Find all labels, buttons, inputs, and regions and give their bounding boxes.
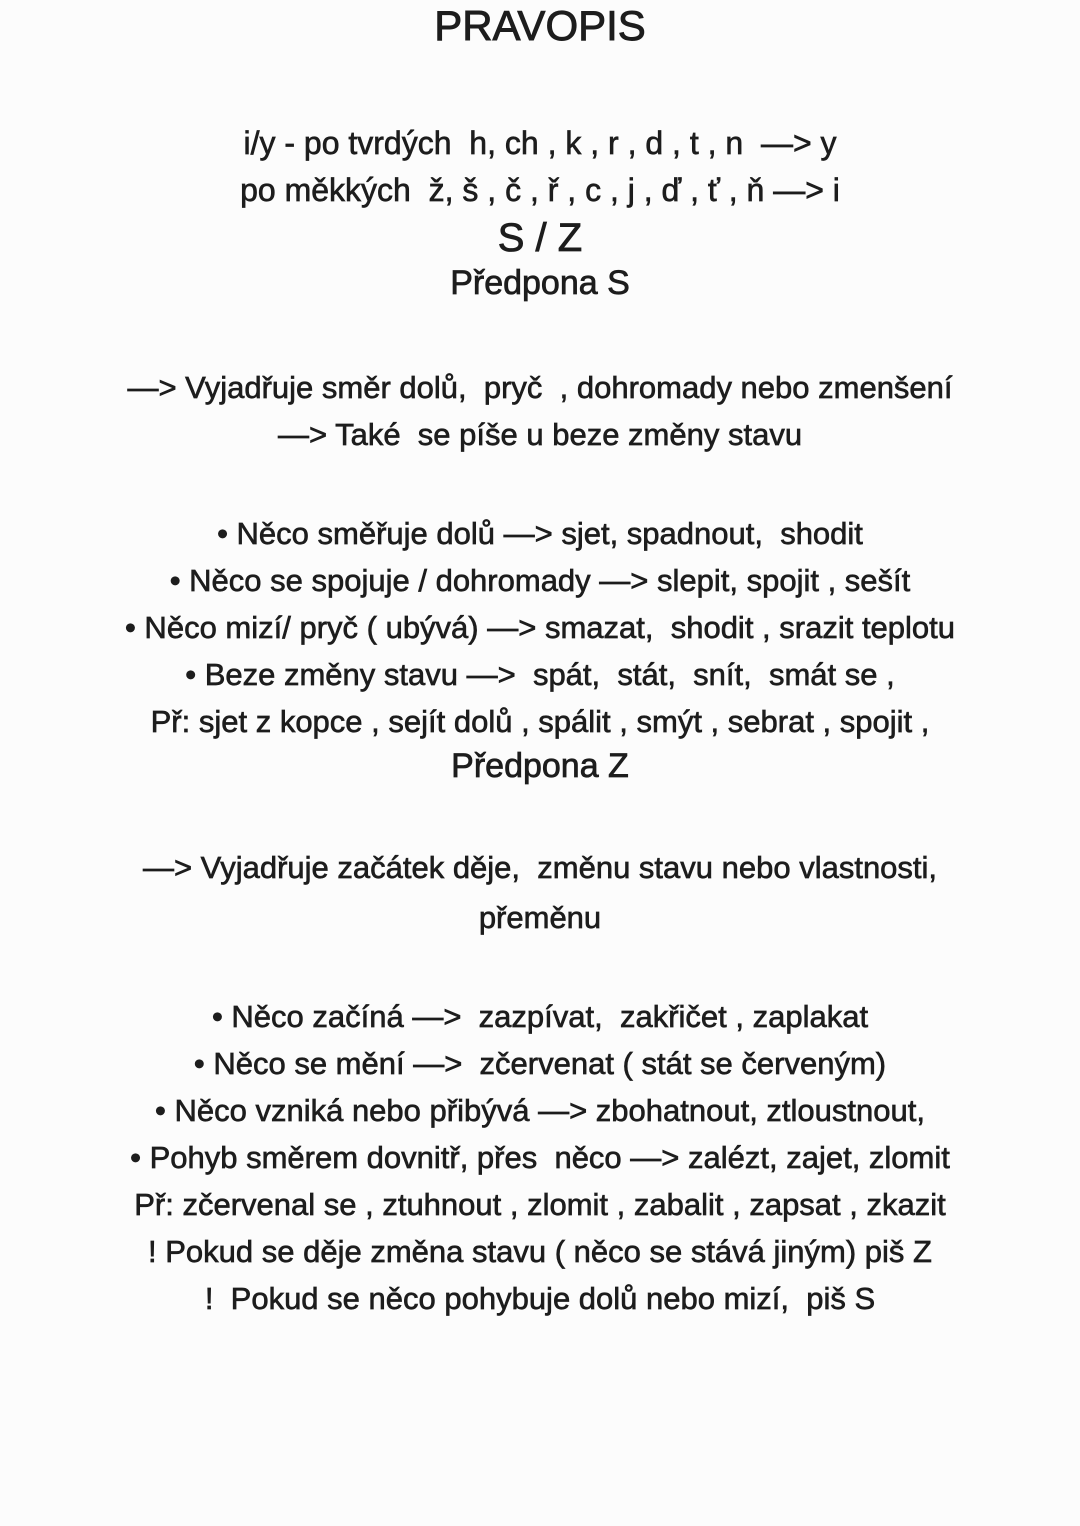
predpona-s-bullets: [0, 510, 1080, 745]
example-line: Př: sjet z kopce , sejít dolů , spálit , smýt , sebrat , spojit ,: [150, 704, 930, 739]
bullet-line: • Něco vzniká nebo přibývá —> zbohatnout, ztloustnout,: [155, 1093, 925, 1128]
iy-rules-block: [0, 120, 1080, 214]
warning-line: ! Pokud se děje změna stavu ( něco se stává jiným) piš Z: [148, 1234, 932, 1269]
bullet-line: • Něco mizí/ pryč ( ubývá) —> smazat, shodit , srazit teplotu: [124, 610, 956, 645]
subheading-predpona-z: Předpona Z: [451, 747, 629, 785]
bullet-line: • Beze změny stavu —> spát, stát, snít, smát se ,: [185, 657, 895, 692]
predpona-z-bullets: [0, 993, 1080, 1322]
note-line: —> Také se píše u beze změny stavu: [277, 417, 803, 452]
section-heading-s-z: S / Z: [497, 216, 583, 260]
warning-line: ! Pokud se něco pohybuje dolů nebo mizí, piš S: [204, 1281, 876, 1316]
note-line: přeměnu: [478, 900, 602, 935]
example-line: Př: zčervenal se , ztuhnout , zlomit , zabalit , zapsat , zkazit: [134, 1187, 946, 1222]
subheading-predpona-s: Předpona S: [450, 264, 630, 302]
bullet-line: • Něco směřuje dolů —> sjet, spadnout, shodit: [217, 516, 863, 551]
note-line: —> Vyjadřuje směr dolů, pryč , dohromady nebo zmenšení: [127, 370, 953, 405]
iy-rule-soft-consonants: po měkkých ž, š , č , ř , c , j , ď , ť , ň —> i: [240, 172, 840, 208]
iy-rule-hard-consonants: i/y - po tvrdých h, ch , k , r , d , t , n —> y: [243, 125, 837, 161]
predpona-s-notes: [0, 364, 1080, 458]
bullet-line: • Pohyb směrem dovnitř, přes něco —> zalézt, zajet, zlomit: [130, 1140, 950, 1175]
bullet-line: • Něco se mění —> zčervenat ( stát se červeným): [193, 1046, 887, 1081]
predpona-z-notes: [0, 843, 1080, 943]
page-title: PRAVOPIS: [434, 2, 646, 49]
bullet-line: • Něco se spojuje / dohromady —> slepit, spojit , sešít: [169, 563, 911, 598]
bullet-line: • Něco začíná —> zazpívat, zakřičet , zaplakat: [211, 999, 869, 1034]
note-line: —> Vyjadřuje začátek děje, změnu stavu nebo vlastnosti,: [142, 850, 938, 885]
